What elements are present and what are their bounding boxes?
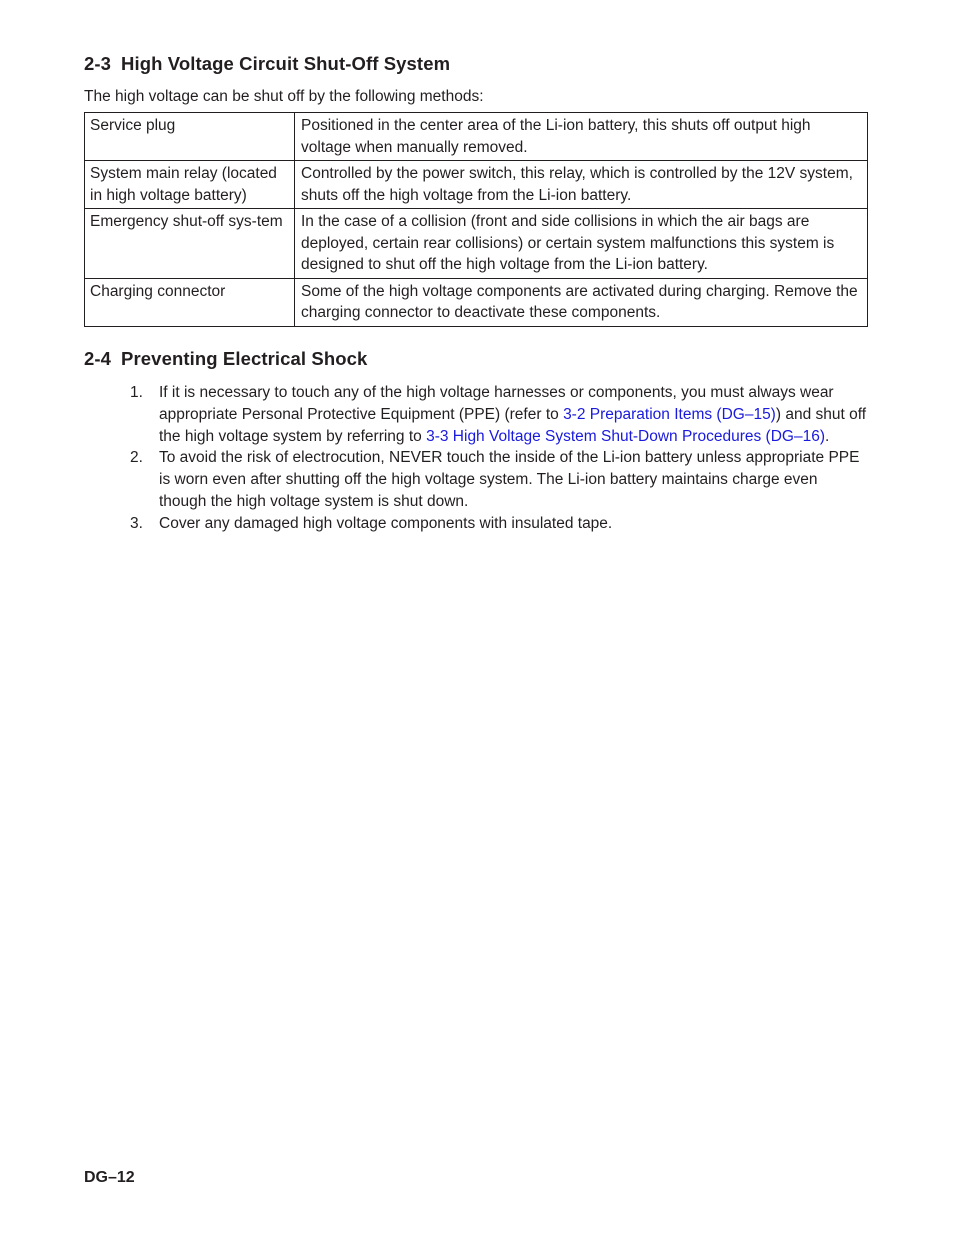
method-description: Some of the high voltage components are activated during charging. Remove the charging connector to deactivate these components. [295, 278, 868, 326]
section-title: High Voltage Circuit Shut-Off System [121, 53, 451, 74]
list-item [130, 513, 868, 535]
step-text: To avoid the risk of electrocution, NEVER touch the inside of the Li-ion battery unless appropriate PPE is worn even after shutting off the high voltage system. The Li-ion battery maintains charge even though the high voltage system is shut down. [159, 449, 860, 510]
list-marker: 2. [130, 449, 143, 467]
step-text: . [824, 427, 830, 445]
step-text: ) and shut off the high voltage system by referring to [159, 405, 867, 445]
method-description: In the case of a collision (front and side collisions in which the air bags are deployed, certain rear collisions) or certain system malfunctions this system is designed to shut off the high voltage from the Li-ion battery. [295, 209, 868, 279]
method-name: System main relay (located in high voltage battery) [85, 161, 295, 209]
page-number: DG–12 [84, 1169, 135, 1186]
section-heading-2-3 [84, 53, 450, 75]
shutoff-methods-table [84, 112, 868, 327]
section-number: 2-4 [84, 348, 112, 369]
step-text: Cover any damaged high voltage components with insulated tape. [159, 514, 613, 532]
method-description: Controlled by the power switch, this relay, which is controlled by the 12V system, shuts off the high voltage from the Li-ion battery. [295, 161, 868, 209]
table-row [85, 161, 868, 209]
list-marker: 3. [130, 514, 143, 532]
section-intro: The high voltage can be shut off by the following methods: [84, 88, 484, 105]
section-number: 2-3 [84, 53, 112, 74]
link-shutdown-procedures[interactable]: 3-3 High Voltage System Shut-Down Procedures (DG–16) [426, 427, 825, 445]
section-title: Preventing Electrical Shock [121, 348, 368, 369]
shock-prevention-steps [130, 382, 868, 535]
table-row [85, 278, 868, 326]
link-preparation-items[interactable]: 3-2 Preparation Items (DG–15) [563, 405, 776, 423]
method-description: Positioned in the center area of the Li-ion battery, this shuts off output high voltage when manually removed. [295, 113, 868, 161]
method-name: Service plug [85, 113, 295, 161]
table-row [85, 113, 868, 161]
method-name: Charging connector [85, 278, 295, 326]
section-heading-2-4 [84, 348, 367, 370]
list-item [130, 382, 868, 447]
method-name: Emergency shut-off sys-tem [85, 209, 295, 279]
list-item [130, 447, 868, 512]
step-text: If it is necessary to touch any of the high voltage harnesses or components, you must always wear appropriate Personal Protective Equipment (PPE) (refer to [159, 384, 834, 423]
table-row [85, 209, 868, 279]
list-marker: 1. [130, 384, 143, 401]
